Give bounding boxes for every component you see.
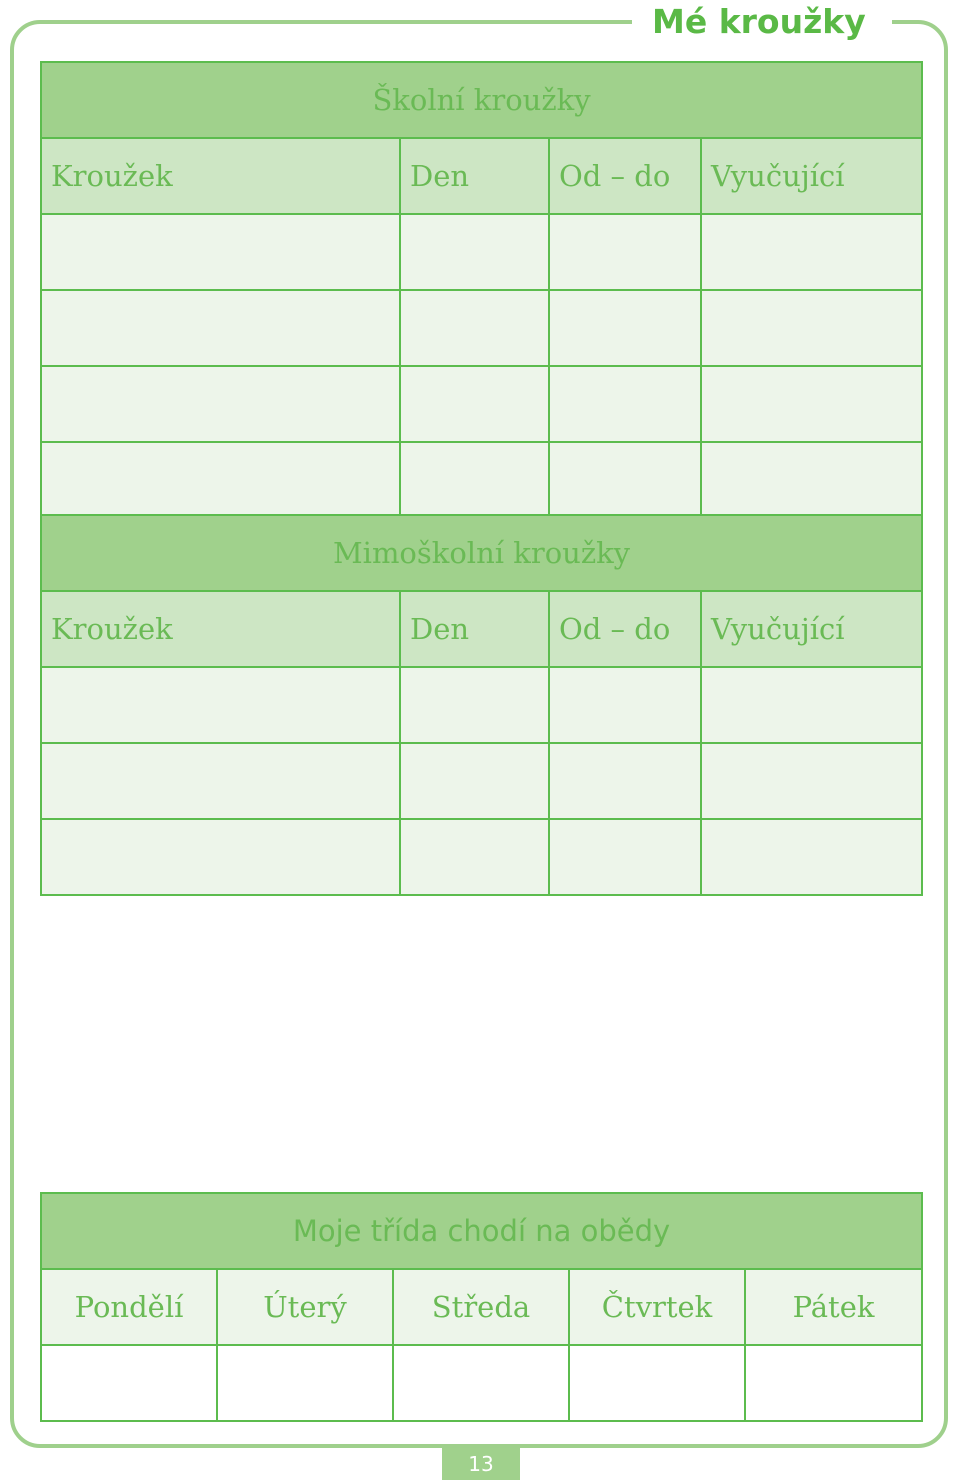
day-friday: Pátek bbox=[745, 1269, 922, 1345]
club-cell[interactable] bbox=[41, 743, 400, 819]
lunch-cell[interactable] bbox=[569, 1345, 745, 1421]
day-cell[interactable] bbox=[400, 366, 549, 442]
day-thursday: Čtvrtek bbox=[569, 1269, 745, 1345]
col-time: Od – do bbox=[549, 138, 701, 214]
section-header-row bbox=[41, 1193, 922, 1269]
teacher-cell[interactable] bbox=[701, 366, 922, 442]
day-cell[interactable] bbox=[400, 442, 549, 518]
table-row bbox=[41, 442, 922, 518]
time-cell[interactable] bbox=[549, 442, 701, 518]
lunch-cell[interactable] bbox=[393, 1345, 569, 1421]
table-row bbox=[41, 743, 922, 819]
time-cell[interactable] bbox=[549, 366, 701, 442]
day-cell[interactable] bbox=[400, 743, 549, 819]
school-clubs-title: Školní kroužky bbox=[41, 62, 922, 138]
section-header-row bbox=[41, 62, 922, 138]
time-cell[interactable] bbox=[549, 819, 701, 895]
table-row bbox=[41, 214, 922, 290]
club-cell[interactable] bbox=[41, 819, 400, 895]
club-cell[interactable] bbox=[41, 667, 400, 743]
section-header-row bbox=[41, 515, 922, 591]
teacher-cell[interactable] bbox=[701, 667, 922, 743]
lunch-title: Moje třída chodí na obědy bbox=[41, 1193, 922, 1269]
outside-clubs-table bbox=[40, 514, 923, 896]
col-time: Od – do bbox=[549, 591, 701, 667]
table-row bbox=[41, 366, 922, 442]
teacher-cell[interactable] bbox=[701, 743, 922, 819]
table-row bbox=[41, 667, 922, 743]
lunch-cell[interactable] bbox=[745, 1345, 922, 1421]
col-day: Den bbox=[400, 591, 549, 667]
day-tuesday: Úterý bbox=[217, 1269, 393, 1345]
day-cell[interactable] bbox=[400, 667, 549, 743]
club-cell[interactable] bbox=[41, 214, 400, 290]
day-cell[interactable] bbox=[400, 819, 549, 895]
club-cell[interactable] bbox=[41, 366, 400, 442]
teacher-cell[interactable] bbox=[701, 819, 922, 895]
table-row bbox=[41, 1345, 922, 1421]
lunch-cell[interactable] bbox=[217, 1345, 393, 1421]
col-day: Den bbox=[400, 138, 549, 214]
club-cell[interactable] bbox=[41, 442, 400, 518]
time-cell[interactable] bbox=[549, 214, 701, 290]
time-cell[interactable] bbox=[549, 290, 701, 366]
time-cell[interactable] bbox=[549, 743, 701, 819]
col-teacher: Vyučující bbox=[701, 591, 922, 667]
outside-clubs-title: Mimoškolní kroužky bbox=[41, 515, 922, 591]
table-row bbox=[41, 819, 922, 895]
lunch-table bbox=[40, 1192, 923, 1422]
teacher-cell[interactable] bbox=[701, 214, 922, 290]
col-teacher: Vyučující bbox=[701, 138, 922, 214]
col-club: Kroužek bbox=[41, 138, 400, 214]
table-row bbox=[41, 290, 922, 366]
column-header-row bbox=[41, 138, 922, 214]
day-cell[interactable] bbox=[400, 290, 549, 366]
day-cell[interactable] bbox=[400, 214, 549, 290]
time-cell[interactable] bbox=[549, 667, 701, 743]
days-row bbox=[41, 1269, 922, 1345]
day-monday: Pondělí bbox=[41, 1269, 217, 1345]
school-clubs-table bbox=[40, 61, 923, 519]
teacher-cell[interactable] bbox=[701, 442, 922, 518]
page-title: Mé kroužky bbox=[652, 2, 866, 41]
day-wednesday: Středa bbox=[393, 1269, 569, 1345]
club-cell[interactable] bbox=[41, 290, 400, 366]
page-number: 13 bbox=[442, 1448, 520, 1480]
col-club: Kroužek bbox=[41, 591, 400, 667]
teacher-cell[interactable] bbox=[701, 290, 922, 366]
lunch-cell[interactable] bbox=[41, 1345, 217, 1421]
column-header-row bbox=[41, 591, 922, 667]
